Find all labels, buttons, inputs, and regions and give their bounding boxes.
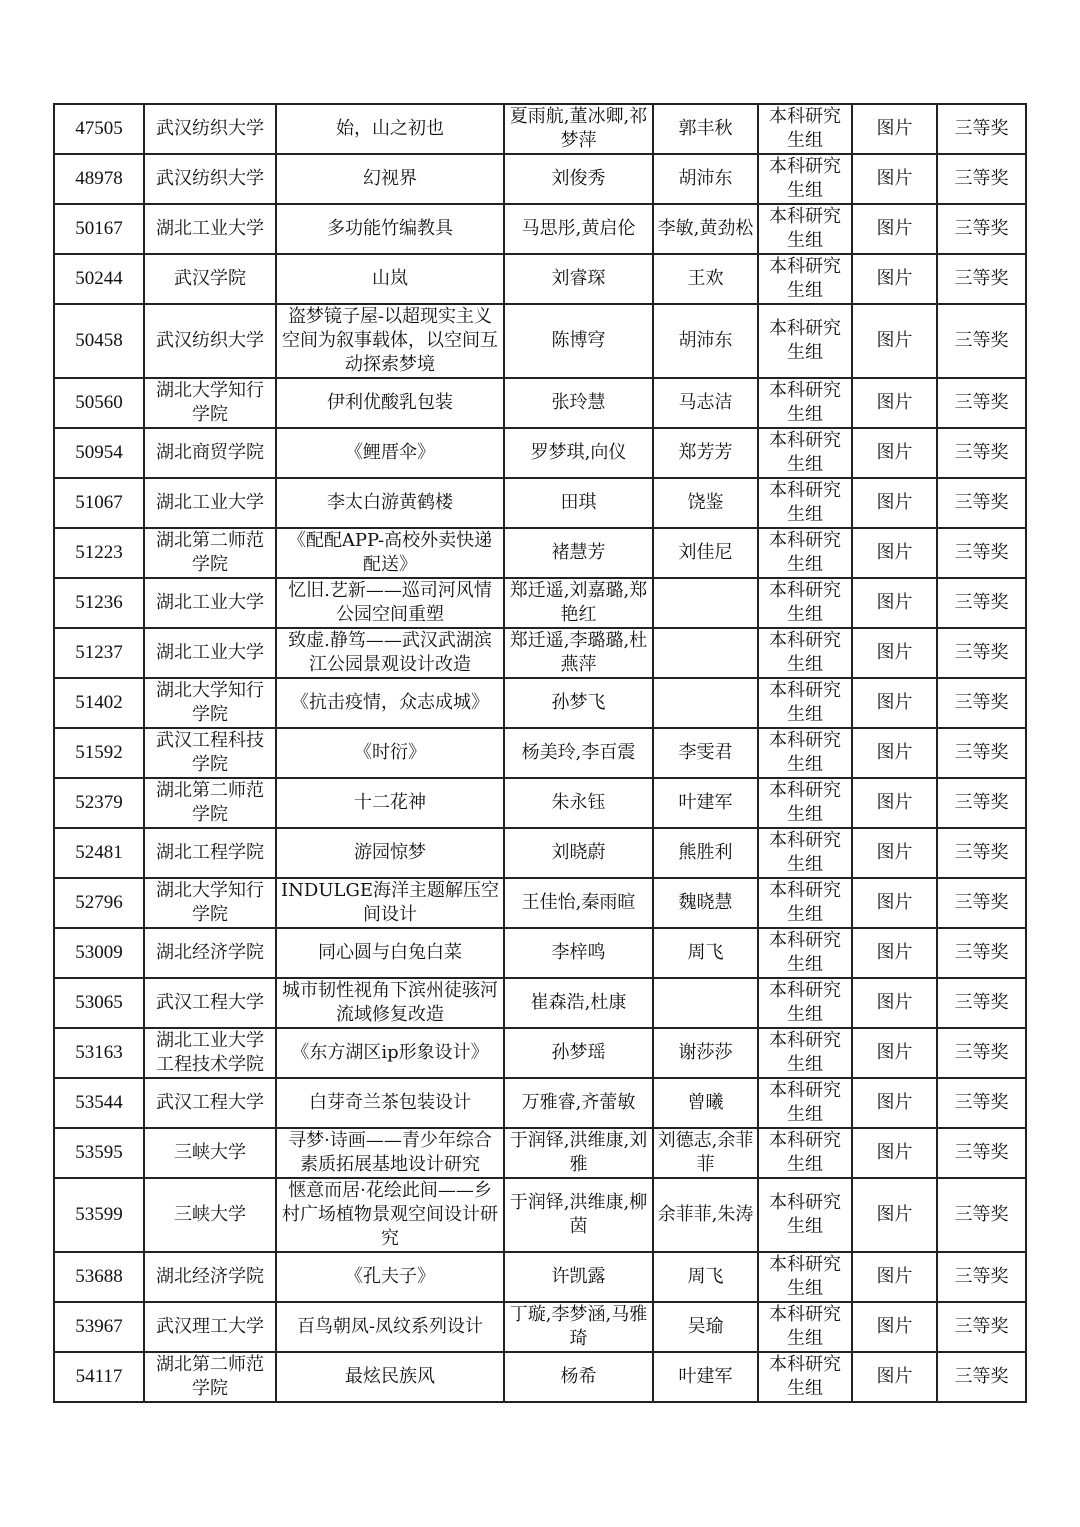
advisor-cell: 余菲菲,朱涛 xyxy=(653,1178,758,1252)
group-cell: 本科研究生组 xyxy=(758,1128,852,1178)
award-cell: 三等奖 xyxy=(937,1028,1026,1078)
award-cell: 三等奖 xyxy=(937,578,1026,628)
group-cell: 本科研究生组 xyxy=(758,1302,852,1352)
advisor-cell xyxy=(653,978,758,1028)
table-row xyxy=(54,878,1026,928)
group-cell: 本科研究生组 xyxy=(758,378,852,428)
advisor-cell: 饶鉴 xyxy=(653,478,758,528)
authors-cell: 刘睿琛 xyxy=(504,254,653,304)
authors-cell: 于润铎,洪维康,柳茵 xyxy=(504,1178,653,1252)
advisor-cell: 周飞 xyxy=(653,928,758,978)
advisor-cell xyxy=(653,628,758,678)
advisor-cell: 周飞 xyxy=(653,1252,758,1302)
group-cell: 本科研究生组 xyxy=(758,978,852,1028)
table-row xyxy=(54,478,1026,528)
entry-id-cell: 52796 xyxy=(54,878,144,928)
group-cell: 本科研究生组 xyxy=(758,878,852,928)
authors-cell: 孙梦飞 xyxy=(504,678,653,728)
table-row xyxy=(54,628,1026,678)
work-title-cell: 多功能竹编教具 xyxy=(276,204,504,254)
table-row xyxy=(54,778,1026,828)
category-cell: 图片 xyxy=(852,304,937,378)
entry-id-cell: 50954 xyxy=(54,428,144,478)
group-cell: 本科研究生组 xyxy=(758,204,852,254)
advisor-cell: 郭丰秋 xyxy=(653,104,758,154)
school-cell: 武汉工程科技学院 xyxy=(144,728,276,778)
table-row xyxy=(54,1128,1026,1178)
table-row xyxy=(54,928,1026,978)
group-cell: 本科研究生组 xyxy=(758,478,852,528)
category-cell: 图片 xyxy=(852,778,937,828)
award-cell: 三等奖 xyxy=(937,678,1026,728)
category-cell: 图片 xyxy=(852,878,937,928)
group-cell: 本科研究生组 xyxy=(758,104,852,154)
entry-id-cell: 50560 xyxy=(54,378,144,428)
advisor-cell: 刘佳尼 xyxy=(653,528,758,578)
advisor-cell: 刘德志,余菲菲 xyxy=(653,1128,758,1178)
group-cell: 本科研究生组 xyxy=(758,678,852,728)
advisor-cell: 熊胜利 xyxy=(653,828,758,878)
entry-id-cell: 52481 xyxy=(54,828,144,878)
group-cell: 本科研究生组 xyxy=(758,304,852,378)
award-cell: 三等奖 xyxy=(937,1078,1026,1128)
entry-id-cell: 50458 xyxy=(54,304,144,378)
entry-id-cell: 51236 xyxy=(54,578,144,628)
award-cell: 三等奖 xyxy=(937,104,1026,154)
award-cell: 三等奖 xyxy=(937,478,1026,528)
entry-id-cell: 53967 xyxy=(54,1302,144,1352)
table-row xyxy=(54,154,1026,204)
group-cell: 本科研究生组 xyxy=(758,628,852,678)
authors-cell: 于润铎,洪维康,刘雅 xyxy=(504,1128,653,1178)
work-title-cell: 《东方湖区ip形象设计》 xyxy=(276,1028,504,1078)
entry-id-cell: 53009 xyxy=(54,928,144,978)
entry-id-cell: 51237 xyxy=(54,628,144,678)
school-cell: 湖北工业大学工程技术学院 xyxy=(144,1028,276,1078)
work-title-cell: 游园惊梦 xyxy=(276,828,504,878)
group-cell: 本科研究生组 xyxy=(758,828,852,878)
work-title-cell: INDULGE海洋主题解压空间设计 xyxy=(276,878,504,928)
work-title-cell: 城市韧性视角下滨州徒骇河流域修复改造 xyxy=(276,978,504,1028)
authors-cell: 王佳怡,秦雨暄 xyxy=(504,878,653,928)
category-cell: 图片 xyxy=(852,928,937,978)
work-title-cell: 《配配APP-高校外卖快递配送》 xyxy=(276,528,504,578)
award-cell: 三等奖 xyxy=(937,1252,1026,1302)
entry-id-cell: 53163 xyxy=(54,1028,144,1078)
category-cell: 图片 xyxy=(852,528,937,578)
school-cell: 湖北工程学院 xyxy=(144,828,276,878)
entry-id-cell: 53599 xyxy=(54,1178,144,1252)
school-cell: 湖北大学知行学院 xyxy=(144,878,276,928)
table-row xyxy=(54,104,1026,154)
work-title-cell: 百鸟朝凤-凤纹系列设计 xyxy=(276,1302,504,1352)
school-cell: 湖北工业大学 xyxy=(144,628,276,678)
award-cell: 三等奖 xyxy=(937,1178,1026,1252)
authors-cell: 许凯露 xyxy=(504,1252,653,1302)
table-row xyxy=(54,1078,1026,1128)
entry-id-cell: 51223 xyxy=(54,528,144,578)
award-cell: 三等奖 xyxy=(937,254,1026,304)
awards-table xyxy=(53,103,1027,1403)
school-cell: 湖北大学知行学院 xyxy=(144,378,276,428)
table-row xyxy=(54,304,1026,378)
advisor-cell: 吴瑜 xyxy=(653,1302,758,1352)
authors-cell: 夏雨航,董冰卿,祁梦萍 xyxy=(504,104,653,154)
authors-cell: 刘俊秀 xyxy=(504,154,653,204)
award-cell: 三等奖 xyxy=(937,1302,1026,1352)
work-title-cell: 惬意而居·花绘此间——乡村广场植物景观空间设计研究 xyxy=(276,1178,504,1252)
work-title-cell: 致虚.静笃——武汉武湖滨江公园景观设计改造 xyxy=(276,628,504,678)
work-title-cell: 最炫民族风 xyxy=(276,1352,504,1402)
entry-id-cell: 52379 xyxy=(54,778,144,828)
authors-cell: 张玲慧 xyxy=(504,378,653,428)
entry-id-cell: 51067 xyxy=(54,478,144,528)
school-cell: 湖北第二师范学院 xyxy=(144,778,276,828)
category-cell: 图片 xyxy=(852,1302,937,1352)
school-cell: 武汉纺织大学 xyxy=(144,154,276,204)
entry-id-cell: 53065 xyxy=(54,978,144,1028)
authors-cell: 丁璇,李梦涵,马雅琦 xyxy=(504,1302,653,1352)
table-body xyxy=(54,104,1026,1402)
authors-cell: 郑迁遥,刘嘉璐,郑艳红 xyxy=(504,578,653,628)
entry-id-cell: 53595 xyxy=(54,1128,144,1178)
group-cell: 本科研究生组 xyxy=(758,154,852,204)
work-title-cell: 幻视界 xyxy=(276,154,504,204)
advisor-cell xyxy=(653,678,758,728)
work-title-cell: 同心圆与白兔白菜 xyxy=(276,928,504,978)
group-cell: 本科研究生组 xyxy=(758,1028,852,1078)
entry-id-cell: 50244 xyxy=(54,254,144,304)
school-cell: 武汉纺织大学 xyxy=(144,304,276,378)
group-cell: 本科研究生组 xyxy=(758,728,852,778)
school-cell: 三峡大学 xyxy=(144,1178,276,1252)
work-title-cell: 忆旧.艺新——巡司河风情公园空间重塑 xyxy=(276,578,504,628)
entry-id-cell: 53688 xyxy=(54,1252,144,1302)
advisor-cell: 李雯君 xyxy=(653,728,758,778)
school-cell: 三峡大学 xyxy=(144,1128,276,1178)
work-title-cell: 李太白游黄鹤楼 xyxy=(276,478,504,528)
school-cell: 武汉理工大学 xyxy=(144,1302,276,1352)
table-row xyxy=(54,254,1026,304)
award-cell: 三等奖 xyxy=(937,1352,1026,1402)
authors-cell: 郑迁遥,李璐璐,杜燕萍 xyxy=(504,628,653,678)
authors-cell: 孙梦瑶 xyxy=(504,1028,653,1078)
entry-id-cell: 54117 xyxy=(54,1352,144,1402)
advisor-cell: 马志洁 xyxy=(653,378,758,428)
advisor-cell: 李敏,黄劲松 xyxy=(653,204,758,254)
group-cell: 本科研究生组 xyxy=(758,778,852,828)
school-cell: 武汉工程大学 xyxy=(144,1078,276,1128)
school-cell: 湖北商贸学院 xyxy=(144,428,276,478)
work-title-cell: 盗梦镜子屋-以超现实主义空间为叙事载体，以空间互动探索梦境 xyxy=(276,304,504,378)
group-cell: 本科研究生组 xyxy=(758,1078,852,1128)
category-cell: 图片 xyxy=(852,254,937,304)
table-row xyxy=(54,1178,1026,1252)
group-cell: 本科研究生组 xyxy=(758,1252,852,1302)
authors-cell: 罗梦琪,向仪 xyxy=(504,428,653,478)
table-row xyxy=(54,1302,1026,1352)
advisor-cell: 曾曦 xyxy=(653,1078,758,1128)
authors-cell: 马思彤,黄启伦 xyxy=(504,204,653,254)
table-row xyxy=(54,528,1026,578)
authors-cell: 田琪 xyxy=(504,478,653,528)
authors-cell: 朱永钰 xyxy=(504,778,653,828)
school-cell: 湖北经济学院 xyxy=(144,928,276,978)
award-cell: 三等奖 xyxy=(937,828,1026,878)
authors-cell: 陈博穹 xyxy=(504,304,653,378)
category-cell: 图片 xyxy=(852,1252,937,1302)
category-cell: 图片 xyxy=(852,978,937,1028)
work-title-cell: 《抗击疫情，众志成城》 xyxy=(276,678,504,728)
category-cell: 图片 xyxy=(852,1028,937,1078)
award-cell: 三等奖 xyxy=(937,528,1026,578)
table-row xyxy=(54,204,1026,254)
category-cell: 图片 xyxy=(852,1178,937,1252)
category-cell: 图片 xyxy=(852,104,937,154)
work-title-cell: 山岚 xyxy=(276,254,504,304)
authors-cell: 杨希 xyxy=(504,1352,653,1402)
category-cell: 图片 xyxy=(852,678,937,728)
category-cell: 图片 xyxy=(852,628,937,678)
entry-id-cell: 51592 xyxy=(54,728,144,778)
category-cell: 图片 xyxy=(852,828,937,878)
advisor-cell: 胡沛东 xyxy=(653,154,758,204)
authors-cell: 李梓鸣 xyxy=(504,928,653,978)
school-cell: 武汉学院 xyxy=(144,254,276,304)
entry-id-cell: 47505 xyxy=(54,104,144,154)
award-cell: 三等奖 xyxy=(937,628,1026,678)
advisor-cell: 魏晓慧 xyxy=(653,878,758,928)
school-cell: 湖北工业大学 xyxy=(144,204,276,254)
table-row xyxy=(54,378,1026,428)
work-title-cell: 始，山之初也 xyxy=(276,104,504,154)
work-title-cell: 十二花神 xyxy=(276,778,504,828)
school-cell: 湖北经济学院 xyxy=(144,1252,276,1302)
award-cell: 三等奖 xyxy=(937,1128,1026,1178)
authors-cell: 杨美玲,李百震 xyxy=(504,728,653,778)
award-cell: 三等奖 xyxy=(937,728,1026,778)
award-cell: 三等奖 xyxy=(937,778,1026,828)
table-row xyxy=(54,1252,1026,1302)
authors-cell: 褚慧芳 xyxy=(504,528,653,578)
table-row xyxy=(54,428,1026,478)
award-cell: 三等奖 xyxy=(937,304,1026,378)
school-cell: 湖北工业大学 xyxy=(144,478,276,528)
entry-id-cell: 48978 xyxy=(54,154,144,204)
award-cell: 三等奖 xyxy=(937,928,1026,978)
award-cell: 三等奖 xyxy=(937,978,1026,1028)
table-row xyxy=(54,828,1026,878)
work-title-cell: 《时衍》 xyxy=(276,728,504,778)
advisor-cell: 郑芳芳 xyxy=(653,428,758,478)
work-title-cell: 白芽奇兰茶包装设计 xyxy=(276,1078,504,1128)
work-title-cell: 《孔夫子》 xyxy=(276,1252,504,1302)
category-cell: 图片 xyxy=(852,154,937,204)
advisor-cell: 叶建军 xyxy=(653,1352,758,1402)
authors-cell: 万雅睿,齐蕾敏 xyxy=(504,1078,653,1128)
group-cell: 本科研究生组 xyxy=(758,1178,852,1252)
entry-id-cell: 50167 xyxy=(54,204,144,254)
advisor-cell: 叶建军 xyxy=(653,778,758,828)
group-cell: 本科研究生组 xyxy=(758,528,852,578)
advisor-cell: 王欢 xyxy=(653,254,758,304)
category-cell: 图片 xyxy=(852,1128,937,1178)
category-cell: 图片 xyxy=(852,478,937,528)
award-cell: 三等奖 xyxy=(937,378,1026,428)
authors-cell: 刘晓蔚 xyxy=(504,828,653,878)
table-row xyxy=(54,578,1026,628)
school-cell: 湖北第二师范学院 xyxy=(144,528,276,578)
category-cell: 图片 xyxy=(852,1078,937,1128)
advisor-cell: 谢莎莎 xyxy=(653,1028,758,1078)
category-cell: 图片 xyxy=(852,378,937,428)
work-title-cell: 伊利优酸乳包装 xyxy=(276,378,504,428)
group-cell: 本科研究生组 xyxy=(758,928,852,978)
school-cell: 湖北工业大学 xyxy=(144,578,276,628)
award-cell: 三等奖 xyxy=(937,204,1026,254)
entry-id-cell: 53544 xyxy=(54,1078,144,1128)
award-cell: 三等奖 xyxy=(937,878,1026,928)
category-cell: 图片 xyxy=(852,1352,937,1402)
group-cell: 本科研究生组 xyxy=(758,254,852,304)
category-cell: 图片 xyxy=(852,728,937,778)
award-cell: 三等奖 xyxy=(937,154,1026,204)
category-cell: 图片 xyxy=(852,204,937,254)
group-cell: 本科研究生组 xyxy=(758,1352,852,1402)
work-title-cell: 寻梦·诗画——青少年综合素质拓展基地设计研究 xyxy=(276,1128,504,1178)
authors-cell: 崔森浩,杜康 xyxy=(504,978,653,1028)
entry-id-cell: 51402 xyxy=(54,678,144,728)
school-cell: 武汉纺织大学 xyxy=(144,104,276,154)
table-row xyxy=(54,978,1026,1028)
group-cell: 本科研究生组 xyxy=(758,578,852,628)
table-row xyxy=(54,1028,1026,1078)
advisor-cell xyxy=(653,578,758,628)
category-cell: 图片 xyxy=(852,428,937,478)
work-title-cell: 《鲤厝伞》 xyxy=(276,428,504,478)
award-cell: 三等奖 xyxy=(937,428,1026,478)
group-cell: 本科研究生组 xyxy=(758,428,852,478)
school-cell: 武汉工程大学 xyxy=(144,978,276,1028)
category-cell: 图片 xyxy=(852,578,937,628)
school-cell: 湖北大学知行学院 xyxy=(144,678,276,728)
table-row xyxy=(54,1352,1026,1402)
school-cell: 湖北第二师范学院 xyxy=(144,1352,276,1402)
advisor-cell: 胡沛东 xyxy=(653,304,758,378)
table-row xyxy=(54,678,1026,728)
table-row xyxy=(54,728,1026,778)
